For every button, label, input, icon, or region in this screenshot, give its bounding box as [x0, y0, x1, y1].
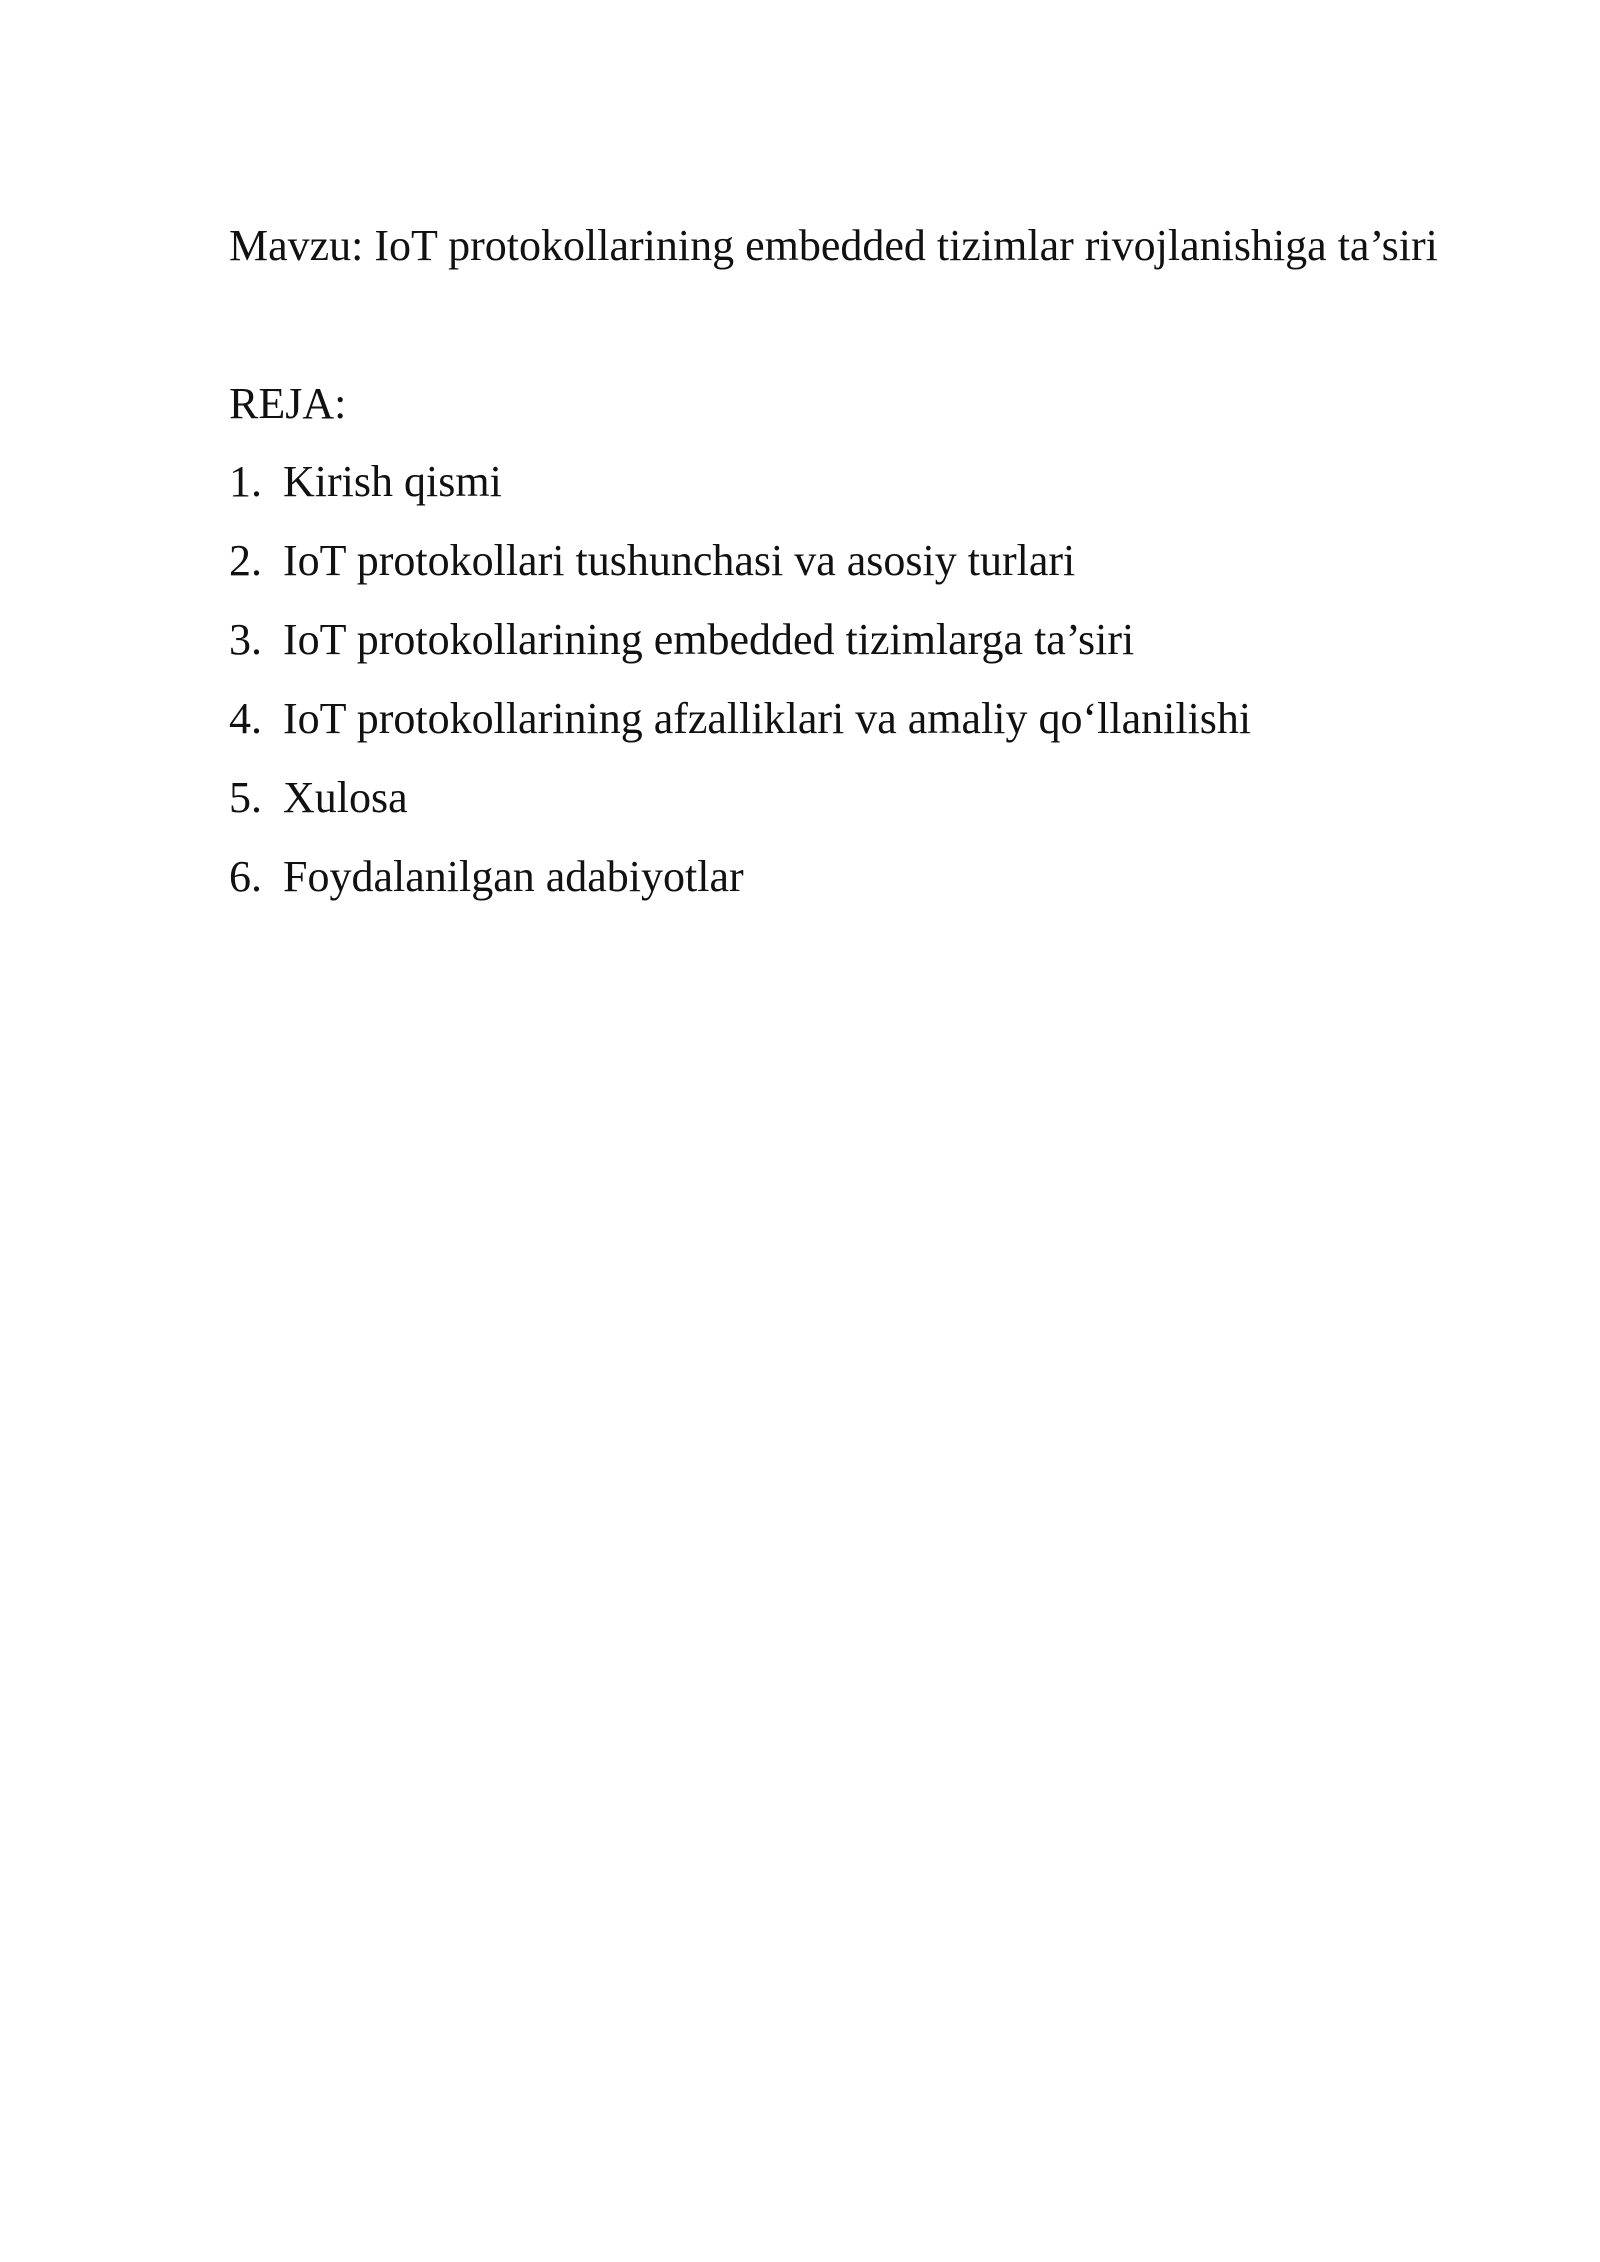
plan-item-number: 2.: [229, 536, 262, 585]
plan-item-number: 4.: [229, 694, 262, 743]
plan-item: [229, 531, 1251, 610]
plan-item: [229, 847, 1251, 926]
plan-item: [229, 768, 1251, 847]
plan-item: [229, 610, 1251, 689]
plan-item-text: IoT protokollarining afzalliklari va amaliy qo‘llanilishi: [283, 694, 1252, 743]
plan-item-text: IoT protokollarining embedded tizimlarga ta’siri: [283, 615, 1135, 664]
plan-item-text: Xulosa: [283, 773, 408, 822]
plan-item-number: 5.: [229, 773, 262, 822]
plan-item-number: 6.: [229, 852, 262, 901]
plan-list: [229, 452, 1251, 926]
plan-item-text: IoT protokollari tushunchasi va asosiy turlari: [283, 536, 1076, 585]
plan-item-number: 1.: [229, 457, 262, 506]
plan-heading: REJA:: [229, 379, 347, 428]
plan-item: [229, 452, 1251, 531]
plan-item-text: Foydalanilgan adabiyotlar: [283, 852, 744, 901]
plan-item-number: 3.: [229, 615, 262, 664]
plan-item: [229, 689, 1251, 768]
plan-item-text: Kirish qismi: [283, 457, 502, 506]
document-title: Mavzu: IoT protokollarining embedded tizimlar rivojlanishiga ta’siri: [229, 221, 1438, 270]
